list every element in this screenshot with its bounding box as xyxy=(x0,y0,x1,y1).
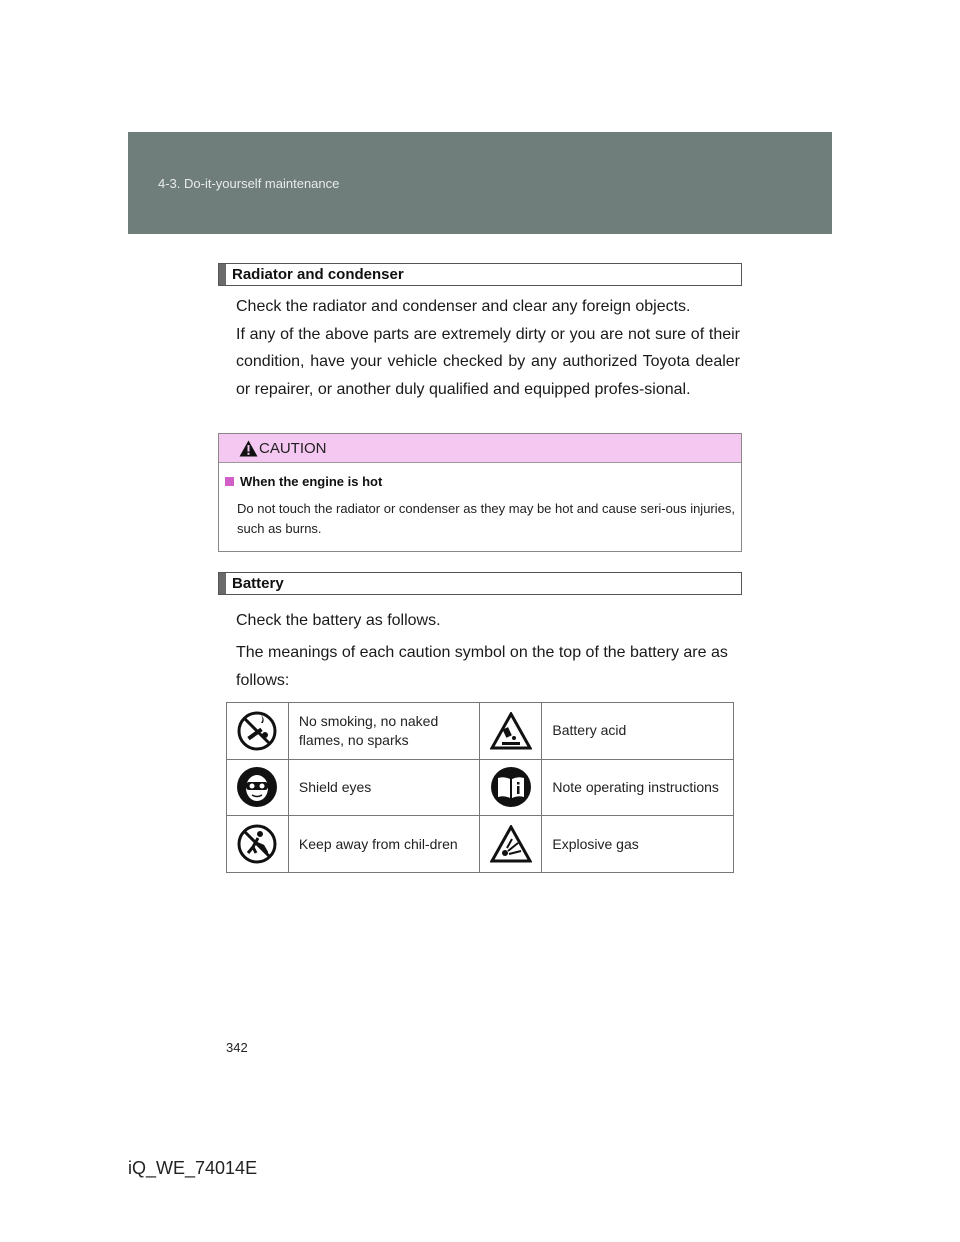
battery-line-1: Check the battery as follows. xyxy=(236,612,441,629)
explosive-gas-icon xyxy=(490,825,532,863)
caution-text: Do not touch the radiator or condenser as they may be hot and cause seri-ous injuries, such as burns. xyxy=(237,501,735,536)
square-bullet-icon xyxy=(225,477,234,486)
caution-subtitle-text: When the engine is hot xyxy=(240,474,383,489)
heading-accent xyxy=(219,573,226,594)
keep-away-from-children-icon xyxy=(236,823,278,865)
battery-heading-title: Battery xyxy=(232,575,284,592)
radiator-heading-title: Radiator and condenser xyxy=(232,266,404,283)
page-number: 342 xyxy=(226,1040,248,1055)
radiator-paragraph xyxy=(236,293,740,403)
symbol-description: Explosive gas xyxy=(542,816,734,873)
operating-instructions-icon xyxy=(490,766,532,808)
shield-eyes-icon xyxy=(236,766,278,808)
caution-label: CAUTION xyxy=(259,440,327,457)
section-breadcrumb: 4-3. Do-it-yourself maintenance xyxy=(158,176,340,191)
warning-triangle-icon xyxy=(239,440,258,457)
radiator-line-2: If any of the above parts are extremely dirty or you are not sure of their condition, have your vehicle checked by any authorized Toyota dealer or repairer, or another duly qualified and equipped profes-sional. xyxy=(236,325,740,398)
icon-cell xyxy=(480,816,542,873)
symbol-description: Keep away from chil-dren xyxy=(288,816,480,873)
icon-cell xyxy=(227,703,289,760)
no-smoking-icon xyxy=(236,710,278,752)
icon-cell xyxy=(227,759,289,816)
table-row xyxy=(227,703,734,760)
symbol-description: No smoking, no naked flames, no sparks xyxy=(288,703,480,760)
caution-box xyxy=(218,433,742,552)
icon-cell xyxy=(480,759,542,816)
symbol-description: Battery acid xyxy=(542,703,734,760)
heading-accent xyxy=(219,264,226,285)
symbol-description: Shield eyes xyxy=(288,759,480,816)
table-row xyxy=(227,816,734,873)
icon-cell xyxy=(480,703,542,760)
document-code: iQ_WE_74014E xyxy=(128,1158,258,1178)
icon-cell xyxy=(227,816,289,873)
battery-symbol-table xyxy=(226,702,734,873)
radiator-heading xyxy=(218,263,742,286)
table-row xyxy=(227,759,734,816)
caution-subtitle xyxy=(225,474,382,489)
header-band xyxy=(128,132,832,234)
symbol-description: Note operating instructions xyxy=(542,759,734,816)
battery-acid-icon xyxy=(490,712,532,750)
caution-header xyxy=(219,434,741,463)
battery-line-2: The meanings of each caution symbol on the top of the battery are as follows: xyxy=(236,644,728,689)
battery-heading xyxy=(218,572,742,595)
radiator-line-1: Check the radiator and condenser and clear any foreign objects. xyxy=(236,298,691,315)
